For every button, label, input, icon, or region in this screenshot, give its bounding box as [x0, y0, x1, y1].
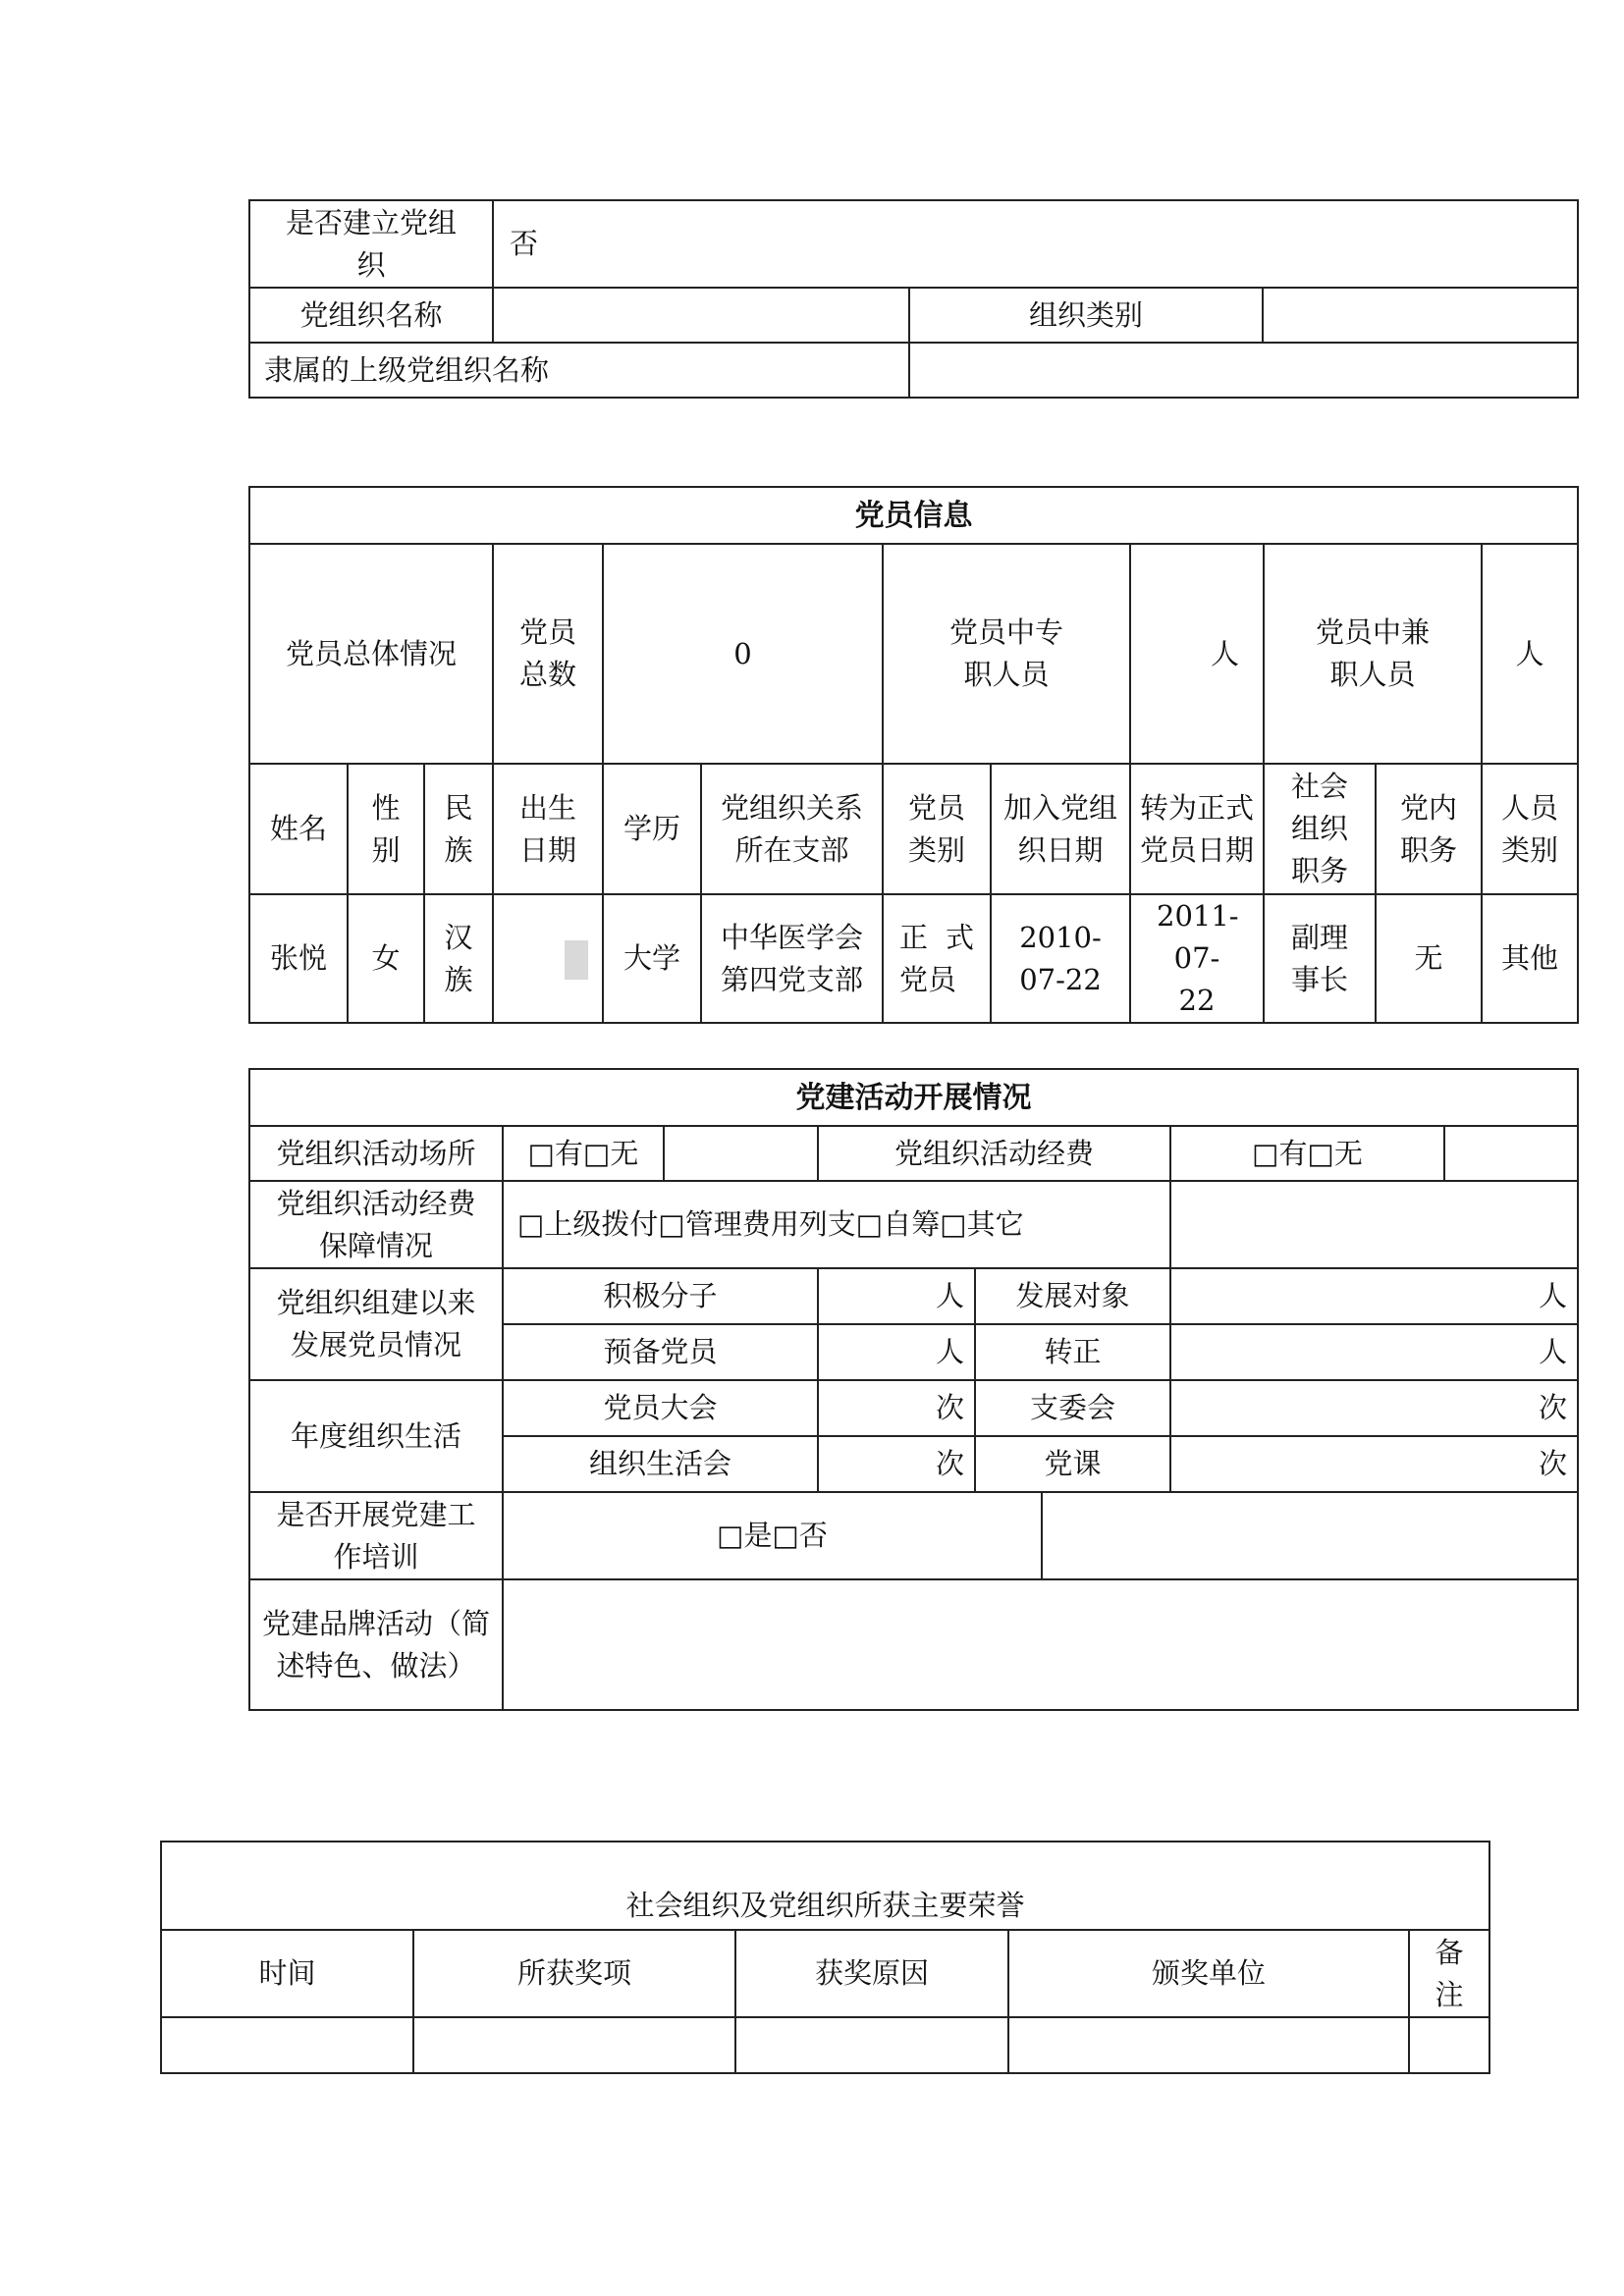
members-parttime-unit: 人 [1482, 544, 1578, 764]
org-type-value[interactable] [1263, 288, 1578, 343]
formal-unit: 人 [1170, 1324, 1578, 1380]
org-name-label: 党组织名称 [249, 288, 493, 343]
member-education: 大学 [603, 894, 701, 1023]
honors-header-row [161, 1930, 1489, 2017]
funds-guarantee-options[interactable]: □上级拨付□管理费用列支□自筹□其它 [503, 1181, 1170, 1268]
parent-org-value[interactable] [909, 343, 1578, 398]
committee-label: 支委会 [975, 1380, 1170, 1436]
activists-label: 积极分子 [503, 1268, 818, 1324]
member-person-type: 其他 [1482, 894, 1578, 1023]
activists-unit: 人 [818, 1268, 975, 1324]
member-birth [493, 894, 603, 1023]
congress-unit: 次 [818, 1380, 975, 1436]
org-name-value[interactable] [493, 288, 909, 343]
funds-label: 党组织活动经费 [818, 1126, 1170, 1181]
col-issuer: 颁奖单位 [1008, 1930, 1409, 2017]
table-row [161, 2017, 1489, 2073]
activities-title: 党建活动开展情况 [249, 1069, 1578, 1126]
col-gender: 性别 [348, 764, 424, 894]
established-value: 否 [493, 200, 1578, 288]
member-org-position: 副理事长 [1264, 894, 1376, 1023]
established-label: 是否建立党组织 [249, 200, 493, 288]
col-category: 党员类别 [883, 764, 991, 894]
congress-label: 党员大会 [503, 1380, 818, 1436]
col-reason: 获奖原因 [735, 1930, 1008, 2017]
member-join-date: 2010-07-22 [991, 894, 1130, 1023]
member-branch: 中华医学会第四党支部 [701, 894, 883, 1023]
funds-options[interactable]: □有□无 [1170, 1126, 1444, 1181]
venue-extra[interactable] [664, 1126, 818, 1181]
col-education: 学历 [603, 764, 701, 894]
honor-reason[interactable] [735, 2017, 1008, 2073]
brand-label: 党建品牌活动（简述特色、做法） [249, 1579, 503, 1710]
formal-label: 转正 [975, 1324, 1170, 1380]
members-total-value: 0 [603, 544, 883, 764]
targets-label: 发展对象 [975, 1268, 1170, 1324]
annual-life-label: 年度组织生活 [249, 1380, 503, 1492]
table-row [249, 894, 1578, 1023]
col-name: 姓名 [249, 764, 348, 894]
members-fulltime-label: 党员中专职人员 [883, 544, 1130, 764]
col-award: 所获奖项 [413, 1930, 735, 2017]
honor-note[interactable] [1409, 2017, 1489, 2073]
member-name: 张悦 [249, 894, 348, 1023]
honor-award[interactable] [413, 2017, 735, 2073]
col-time: 时间 [161, 1930, 413, 2017]
parent-org-label: 隶属的上级党组织名称 [249, 343, 909, 398]
honors-title: 社会组织及党组织所获主要荣誉 [161, 1842, 1489, 1930]
training-extra[interactable] [1042, 1492, 1578, 1579]
members-total-label: 党员总数 [493, 544, 603, 764]
org-table [248, 199, 1579, 399]
lecture-unit: 次 [1170, 1436, 1578, 1492]
honor-time[interactable] [161, 2017, 413, 2073]
col-org-position: 社会组织职务 [1264, 764, 1376, 894]
members-title: 党员信息 [249, 487, 1578, 544]
org-type-label: 组织类别 [909, 288, 1263, 343]
targets-unit: 人 [1170, 1268, 1578, 1324]
probationary-unit: 人 [818, 1324, 975, 1380]
member-category: 正 式党员 [883, 894, 991, 1023]
member-party-position: 无 [1376, 894, 1482, 1023]
activities-table [248, 1068, 1579, 1711]
member-ethnicity: 汉族 [424, 894, 493, 1023]
member-formal-date: 2011-07-22 [1130, 894, 1264, 1023]
venue-label: 党组织活动场所 [249, 1126, 503, 1181]
col-party-position: 党内职务 [1376, 764, 1482, 894]
member-gender: 女 [348, 894, 424, 1023]
col-person-type: 人员类别 [1482, 764, 1578, 894]
members-parttime-label: 党员中兼职人员 [1264, 544, 1482, 764]
training-label: 是否开展党建工作培训 [249, 1492, 503, 1579]
life-meeting-label: 组织生活会 [503, 1436, 818, 1492]
members-fulltime-unit: 人 [1130, 544, 1264, 764]
col-join-date: 加入党组织日期 [991, 764, 1130, 894]
funds-guarantee-label: 党组织活动经费保障情况 [249, 1181, 503, 1268]
col-note: 备注 [1409, 1930, 1489, 2017]
development-label: 党组织组建以来发展党员情况 [249, 1268, 503, 1380]
honors-table [160, 1841, 1490, 2074]
col-branch: 党组织关系所在支部 [701, 764, 883, 894]
members-header-row [249, 764, 1578, 894]
members-table [248, 486, 1579, 1024]
funds-extra[interactable] [1444, 1126, 1578, 1181]
members-overall-label: 党员总体情况 [249, 544, 493, 764]
birth-redacted [565, 940, 588, 980]
probationary-label: 预备党员 [503, 1324, 818, 1380]
brand-value[interactable] [503, 1579, 1578, 1710]
lecture-label: 党课 [975, 1436, 1170, 1492]
venue-options[interactable]: □有□无 [503, 1126, 664, 1181]
col-birth: 出生日期 [493, 764, 603, 894]
honor-issuer[interactable] [1008, 2017, 1409, 2073]
funds-guarantee-extra[interactable] [1170, 1181, 1578, 1268]
col-ethnicity: 民族 [424, 764, 493, 894]
col-formal-date: 转为正式党员日期 [1130, 764, 1264, 894]
training-options[interactable]: □是□否 [503, 1492, 1042, 1579]
life-meeting-unit: 次 [818, 1436, 975, 1492]
committee-unit: 次 [1170, 1380, 1578, 1436]
